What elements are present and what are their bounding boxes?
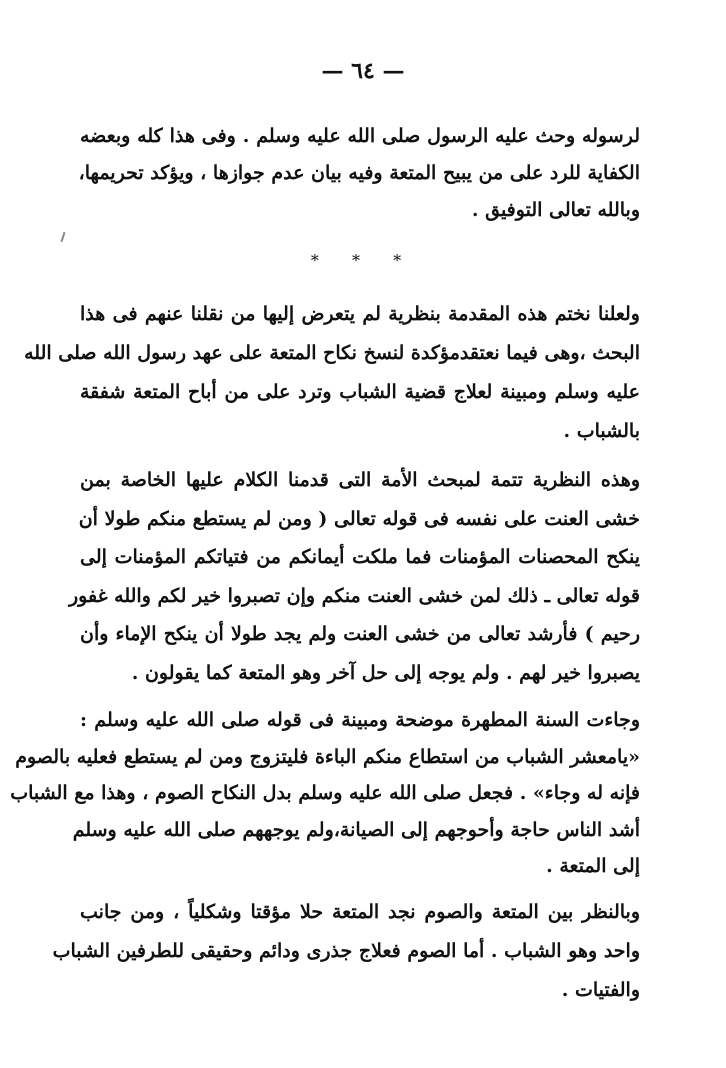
text-line: قوله تعالى ـ ذلك لمن خشى العنت منكم وإن تصبروا خير لكم والله غفور	[69, 584, 640, 607]
margin-mark	[61, 232, 66, 242]
text-line: «يامعشر الشباب من استطاع منكم الباءة فليتزوج ومن لم يستطع فعليه بالصوم	[15, 745, 640, 768]
text-line: بالشباب .	[563, 420, 640, 442]
text-line: ولعلنا نختم هذه المقدمة بنظرية لم يتعرض إليها من نقلنا عنهم فى هذا	[80, 303, 640, 325]
paragraph-4	[10, 702, 640, 885]
text-line: فإنه له وجاء» . فجعل صلى الله عليه وسلم بدل النكاح الصوم ، وهذا مع الشباب	[10, 782, 640, 804]
text-line: خشى العنت على نفسه فى قوله تعالى ( ومن لم يستطع منكم طولا أن	[78, 507, 640, 530]
paragraph-3	[69, 461, 640, 692]
text-line: وبالله تعالى التوفيق .	[471, 199, 640, 221]
text-line: واحد وهو الشباب . أما الصوم فعلاج جذرى ودائم وحقيقى للطرفين الشباب	[52, 940, 640, 962]
section-separator: * * *	[310, 251, 416, 270]
text-line: وبالنظر بين المتعة والصوم نجد المتعة حلا مؤقتا وشكلياً ، ومن جانب	[80, 901, 640, 923]
text-line: لرسوله وحث عليه الرسول صلى الله عليه وسلم . وفى هذا كله وبعضه	[80, 125, 640, 147]
text-line: الكفاية للرد على من يبيح المتعة وفيه بيان عدم جوازها ، ويؤكد تحريمها،	[78, 162, 640, 184]
paragraph-5	[52, 893, 640, 1010]
paragraph-1	[80, 118, 640, 229]
text-line: يصبروا خير لهم . ولم يوجه إلى حل آخر وهو المتعة كما يقولون .	[131, 661, 640, 684]
text-line: عليه وسلم ومبينة لعلاج قضية الشباب وترد على من أباح المتعة شفقة	[80, 381, 640, 403]
page-number: — ٦٤ —	[321, 58, 405, 84]
text-line: إلى المتعة .	[546, 855, 640, 877]
text-line: أشد الناس حاجة وأحوجهم إلى الصيانة،ولم يوجههم صلى الله عليه وسلم	[72, 818, 640, 841]
text-line: والفتيات .	[561, 979, 640, 1001]
text-line: رحيم ) فأرشد تعالى من خشى العنت ولم يجد طولا أن ينكح الإماء وأن	[80, 623, 640, 645]
paragraph-2	[24, 295, 640, 451]
text-line: وجاءت السنة المطهرة موضحة ومبينة فى قوله صلى الله عليه وسلم :	[80, 709, 640, 731]
text-line: ينكح المحصنات المؤمنات فما ملكت أيمانكم من فتياتكم المؤمنات إلى	[80, 546, 640, 568]
text-line: وهذه النظرية تتمة لمبحث الأمة التى قدمنا الكلام عليها الخاصة بمن	[80, 469, 640, 491]
text-line: البحث ،وهى فيما نعتقدمؤكدة لنسخ نكاح المتعة على عهد رسول الله صلى الله	[24, 342, 640, 364]
